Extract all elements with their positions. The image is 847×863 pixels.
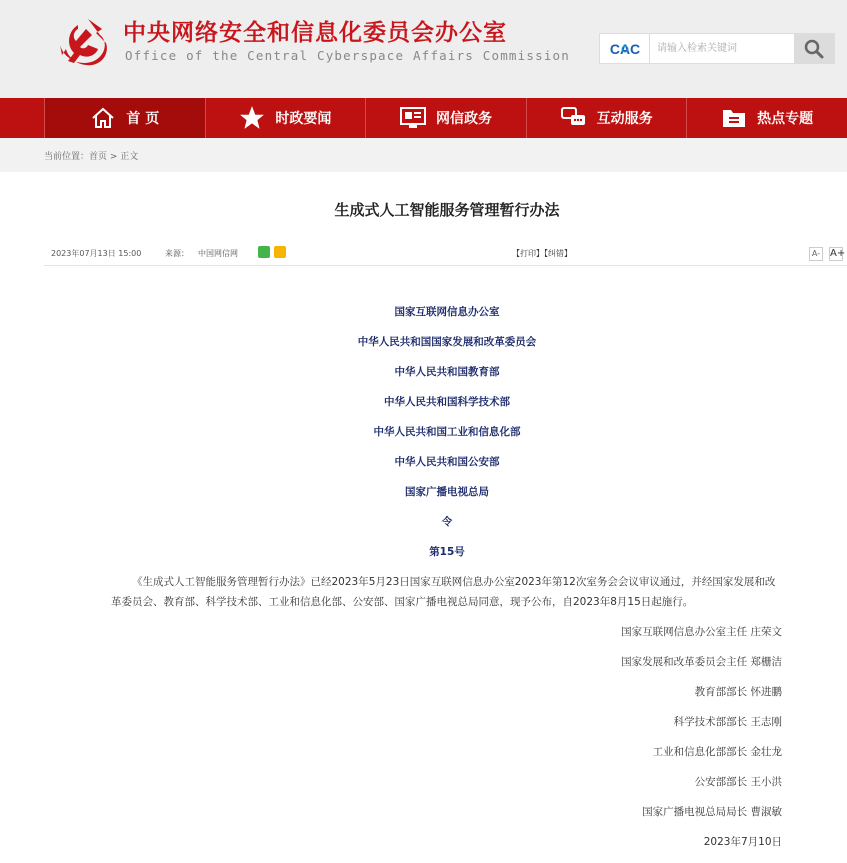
site-title[interactable]: 中央网络安全和信息化委员会办公室	[123, 20, 507, 46]
signature-line: 国家发展和改革委员会主任 郑栅洁	[621, 656, 782, 668]
nav-item-label: 网信政务	[435, 111, 492, 127]
signature-line: 国家互联网信息办公室主任 庄荣文	[621, 626, 782, 638]
article-meta	[44, 241, 847, 266]
article-source: 中国网信网	[198, 249, 238, 258]
nav-item-label: 热点专题	[757, 111, 814, 127]
signature-line: 国家广播电视总局局长 曹淑敏	[642, 806, 782, 818]
chat-icon	[561, 105, 587, 131]
cac-logo-text: CAC	[609, 40, 640, 57]
issuer-line: 中华人民共和国教育部	[394, 366, 500, 378]
nav-item-label: 首 页	[126, 111, 160, 127]
font-increase-button[interactable]: A+	[830, 248, 846, 259]
cac-logo	[600, 34, 650, 63]
home-icon	[90, 105, 116, 131]
monitor-icon	[400, 105, 426, 131]
font-decrease-button[interactable]: A-	[809, 247, 823, 261]
breadcrumb-home-link[interactable]: 首页	[89, 152, 108, 162]
signature-line: 教育部部长 怀进鹏	[694, 686, 782, 698]
nav-item-topics[interactable]	[686, 98, 847, 138]
print-link[interactable]: 【打印】	[512, 249, 544, 258]
issuer-line: 中华人民共和国科学技术部	[384, 396, 510, 408]
issuer-line: 国家广播电视总局	[405, 486, 489, 498]
party-emblem-icon[interactable]	[58, 15, 112, 69]
site-subtitle: Office of the Central Cyberspace Affairs Commission	[125, 48, 571, 63]
star-icon	[239, 105, 265, 131]
search-button[interactable]	[794, 34, 834, 63]
issuer-line: 中华人民共和国公安部	[394, 456, 500, 468]
site-header	[0, 0, 847, 98]
order-number: 第15号	[429, 546, 465, 558]
signature-list	[621, 624, 782, 863]
issuer-list	[0, 304, 847, 574]
issuer-line: 中华人民共和国工业和信息化部	[373, 426, 521, 438]
source-label: 来源：	[165, 249, 189, 258]
nav-item-label: 互动服务	[596, 111, 653, 127]
nav-item-label: 时政要闻	[275, 111, 332, 127]
article-body: 《生成式人工智能服务管理暂行办法》已经2023年5月23日国家互联网信息办公室2023年第12次室务会会议审议通过，并经国家发展和改革委员会、教育部、科学技术部、工业和信息化部、公安部、国家广播电视总局同意，现予公布，自2023年8月15日起施行。	[111, 576, 776, 608]
nav-item-news[interactable]	[205, 98, 366, 138]
article-date: 2023年07月13日 15:00	[51, 249, 142, 258]
wechat-share-icon[interactable]	[258, 246, 270, 258]
order-label: 令	[441, 516, 453, 528]
breadcrumb-separator: >	[107, 152, 121, 162]
breadcrumb-current: 正文	[120, 152, 139, 162]
main-nav	[0, 98, 847, 138]
folder-icon	[721, 105, 747, 131]
signature-line: 工业和信息化部部长 金壮龙	[652, 746, 782, 758]
issuer-line: 中华人民共和国国家发展和改革委员会	[357, 336, 537, 348]
signature-line: 科学技术部部长 王志刚	[673, 716, 782, 728]
article-title: 生成式人工智能服务管理暂行办法	[334, 201, 560, 219]
signature-line: 公安部部长 王小洪	[694, 776, 782, 788]
search-box	[599, 33, 835, 64]
article-actions	[512, 248, 572, 259]
qzone-share-icon[interactable]	[274, 246, 286, 258]
signature-date: 2023年7月10日	[703, 836, 782, 848]
nav-item-interaction[interactable]	[526, 98, 687, 138]
breadcrumb	[44, 149, 138, 162]
nav-item-government[interactable]	[365, 98, 526, 138]
nav-item-home[interactable]	[44, 98, 205, 138]
search-input[interactable]	[650, 34, 796, 63]
issuer-line: 国家互联网信息办公室	[394, 306, 500, 318]
correct-link[interactable]: 【纠错】	[544, 249, 572, 258]
breadcrumb-bar	[0, 138, 847, 172]
search-icon	[804, 39, 824, 59]
breadcrumb-prefix: 当前位置：	[44, 152, 90, 162]
